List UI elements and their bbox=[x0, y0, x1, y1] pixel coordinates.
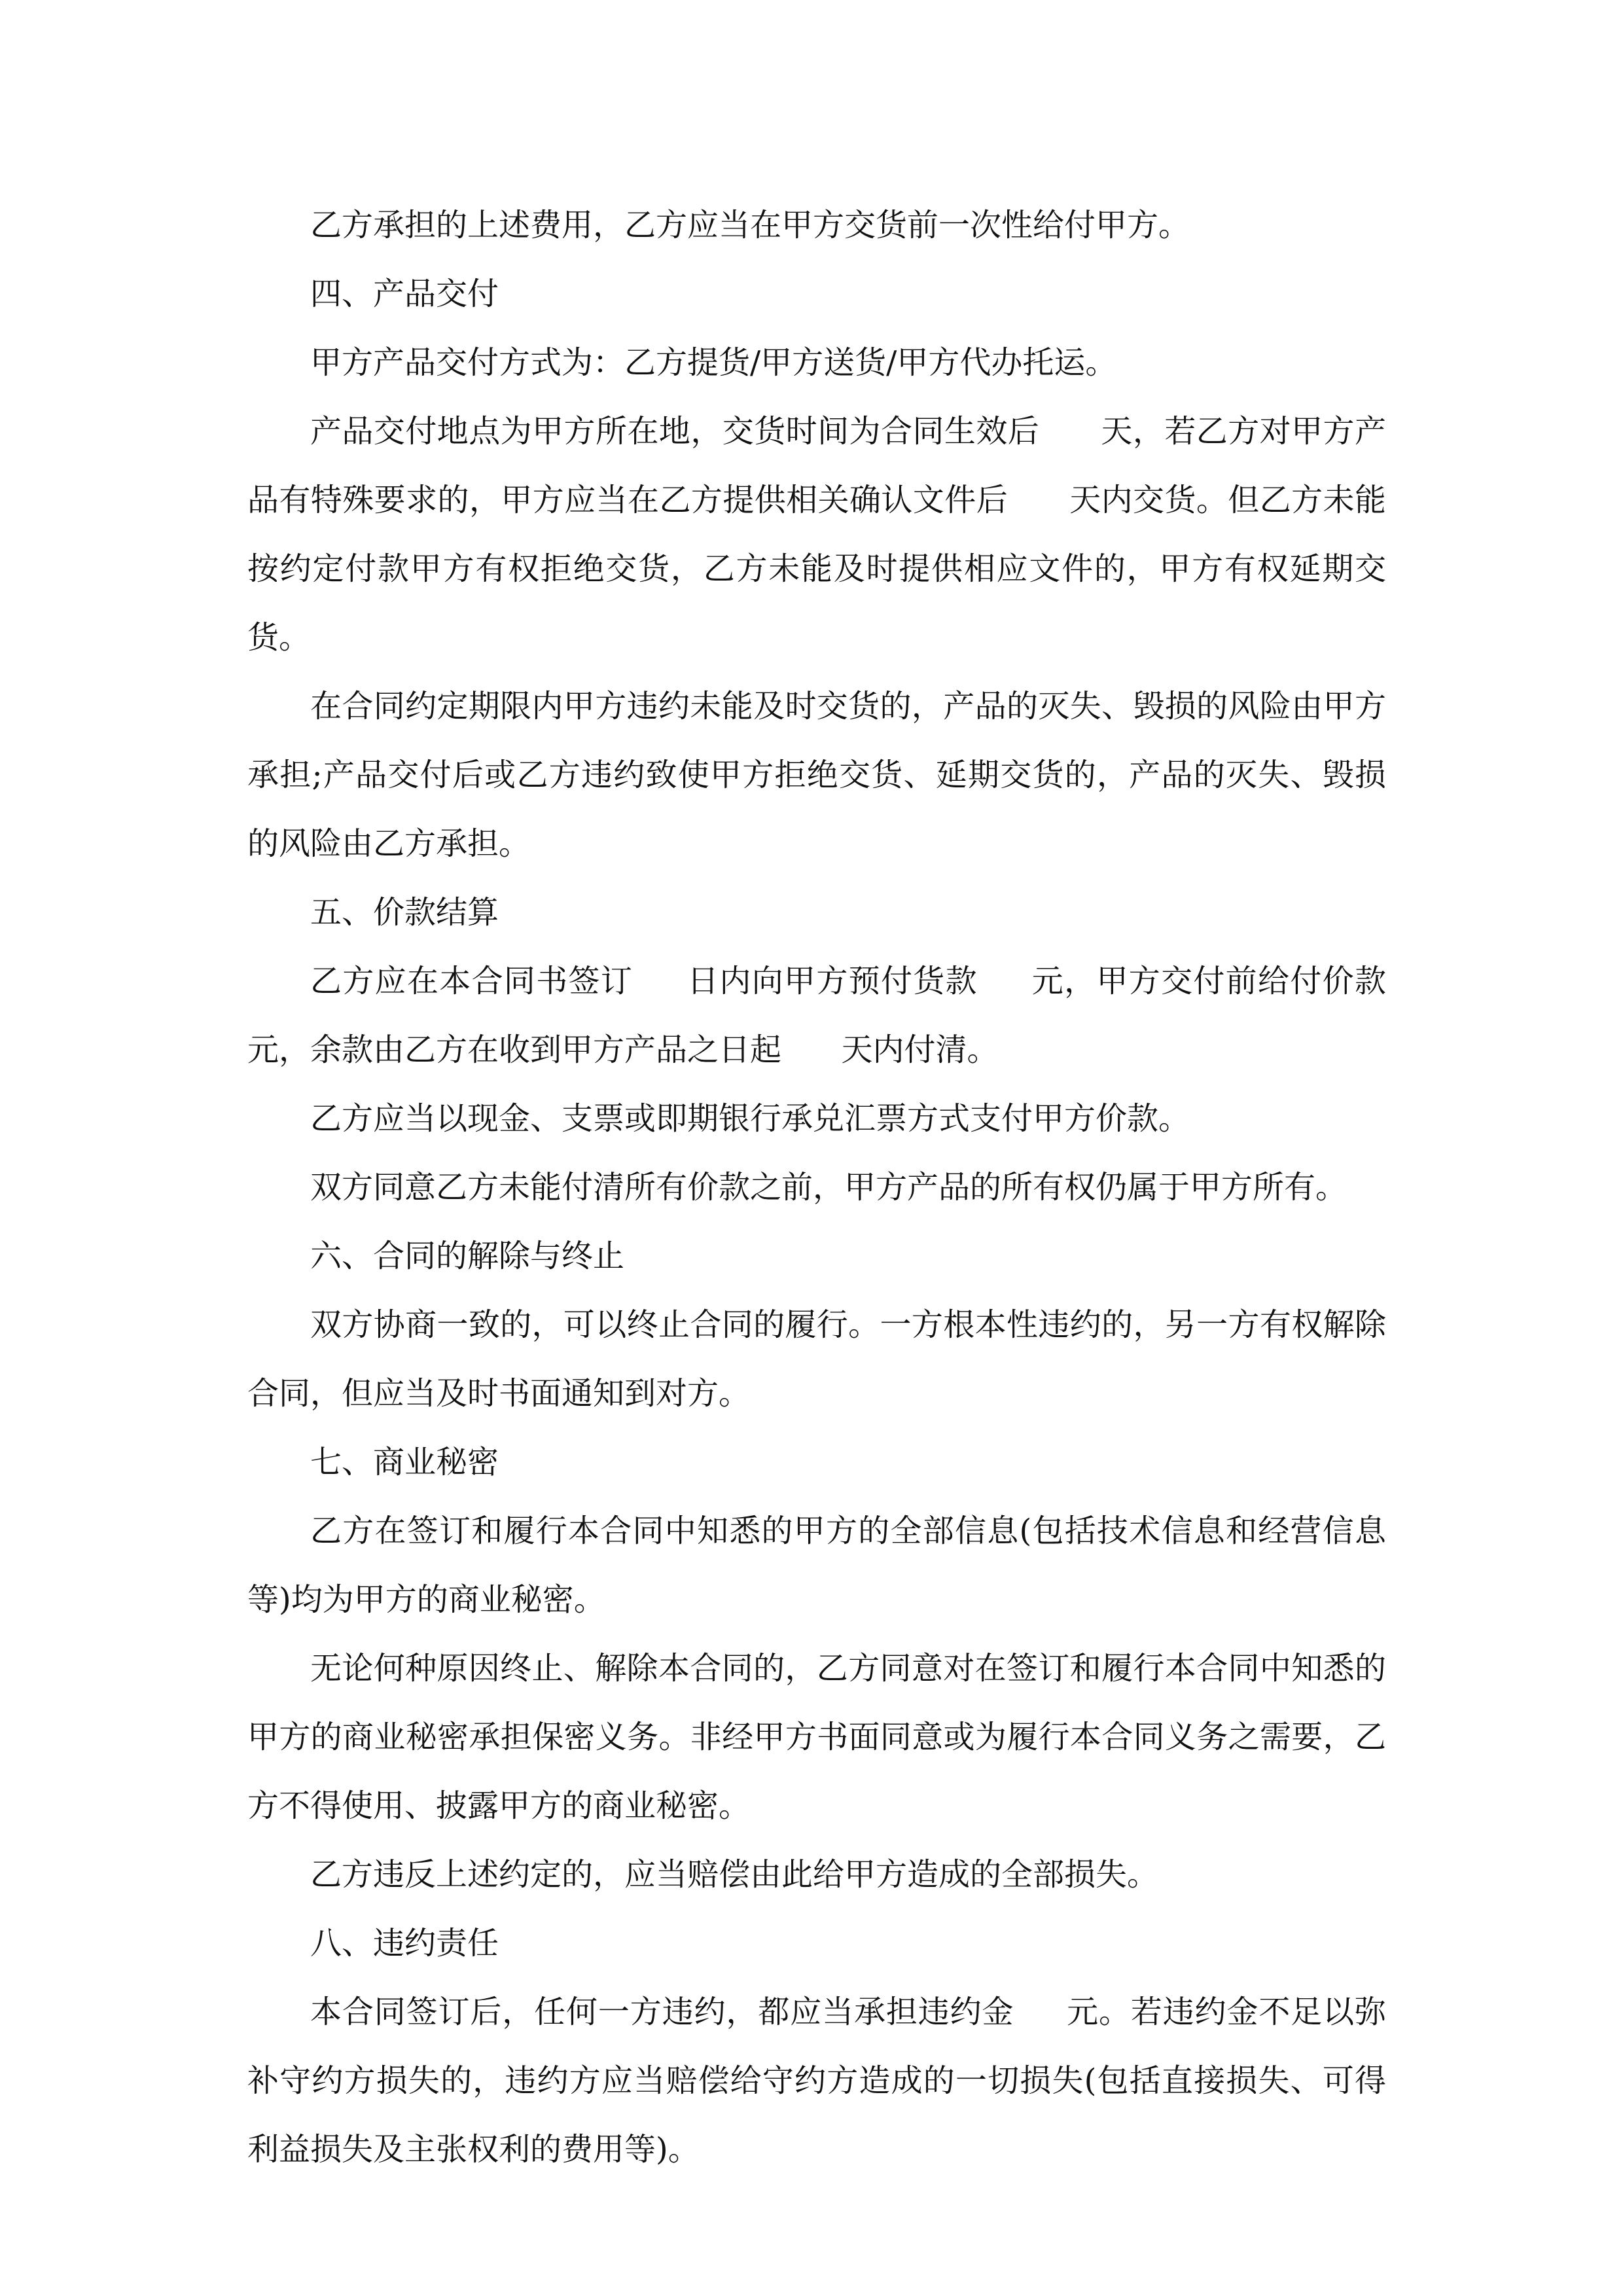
paragraph-payment-method: 乙方应当以现金、支票或即期银行承兑汇票方式支付甲方价款。 bbox=[310, 1100, 1190, 1137]
paragraph-liability: 本合同签订后，任何一方违约，都应当承担违约金 元。若违约金不足以弥补守约方损失的，违约方应当赔偿给守约方造成的一切损失(包括直接损失、可得利益损失及主张权利的费用等)。 bbox=[247, 1994, 1386, 2168]
section-heading-liability: 八、违约责任 bbox=[310, 1925, 499, 1962]
paragraph-confidentiality: 无论何种原因终止、解除本合同的，乙方同意对在签订和履行本合同中知悉的甲方的商业秘密承担保密义务。非经甲方书面同意或为履行本合同义务之需要，乙方不得使用、披露甲方的商业秘密。 bbox=[247, 1650, 1386, 1824]
paragraph-trade-secret-definition: 乙方在签订和履行本合同中知悉的甲方的全部信息(包括技术信息和经营信息等)均为甲方的商业秘密。 bbox=[247, 1513, 1386, 1618]
section-heading-termination: 六、合同的解除与终止 bbox=[310, 1238, 625, 1274]
paragraph-delivery-method: 甲方产品交付方式为：乙方提货/甲方送货/甲方代办托运。 bbox=[310, 344, 1117, 381]
section-heading-trade-secrets: 七、商业秘密 bbox=[310, 1444, 499, 1480]
paragraph-delivery-risk: 在合同约定期限内甲方违约未能及时交货的，产品的灭失、毁损的风险由甲方承担;产品交付后或乙方违约致使甲方拒绝交货、延期交货的，产品的灭失、毁损的风险由乙方承担。 bbox=[247, 688, 1386, 862]
paragraph-delivery-location: 产品交付地点为甲方所在地，交货时间为合同生效后 天，若乙方对甲方产品有特殊要求的，甲方应当在乙方提供相关确认文件后 天内交货。但乙方未能按约定付款甲方有权拒绝交货，乙方未能及时提供相应文件的，甲方有权延期交货。 bbox=[247, 413, 1386, 656]
paragraph-fee-payment: 乙方承担的上述费用，乙方应当在甲方交货前一次性给付甲方。 bbox=[310, 207, 1190, 243]
paragraph-payment-terms: 乙方应在本合同书签订 日内向甲方预付货款 元，甲方交付前给付价款 元，余款由乙方在收到甲方产品之日起 天内付清。 bbox=[247, 963, 1446, 1068]
paragraph-secret-breach: 乙方违反上述约定的，应当赔偿由此给甲方造成的全部损失。 bbox=[310, 1856, 1159, 1893]
section-heading-settlement: 五、价款结算 bbox=[310, 894, 499, 931]
document-body bbox=[247, 191, 1446, 2184]
section-heading-delivery: 四、产品交付 bbox=[310, 276, 499, 312]
paragraph-termination: 双方协商一致的，可以终止合同的履行。一方根本性违约的，另一方有权解除合同，但应当及时书面通知到对方。 bbox=[247, 1306, 1386, 1412]
paragraph-ownership: 双方同意乙方未能付清所有价款之前，甲方产品的所有权仍属于甲方所有。 bbox=[310, 1169, 1347, 1206]
